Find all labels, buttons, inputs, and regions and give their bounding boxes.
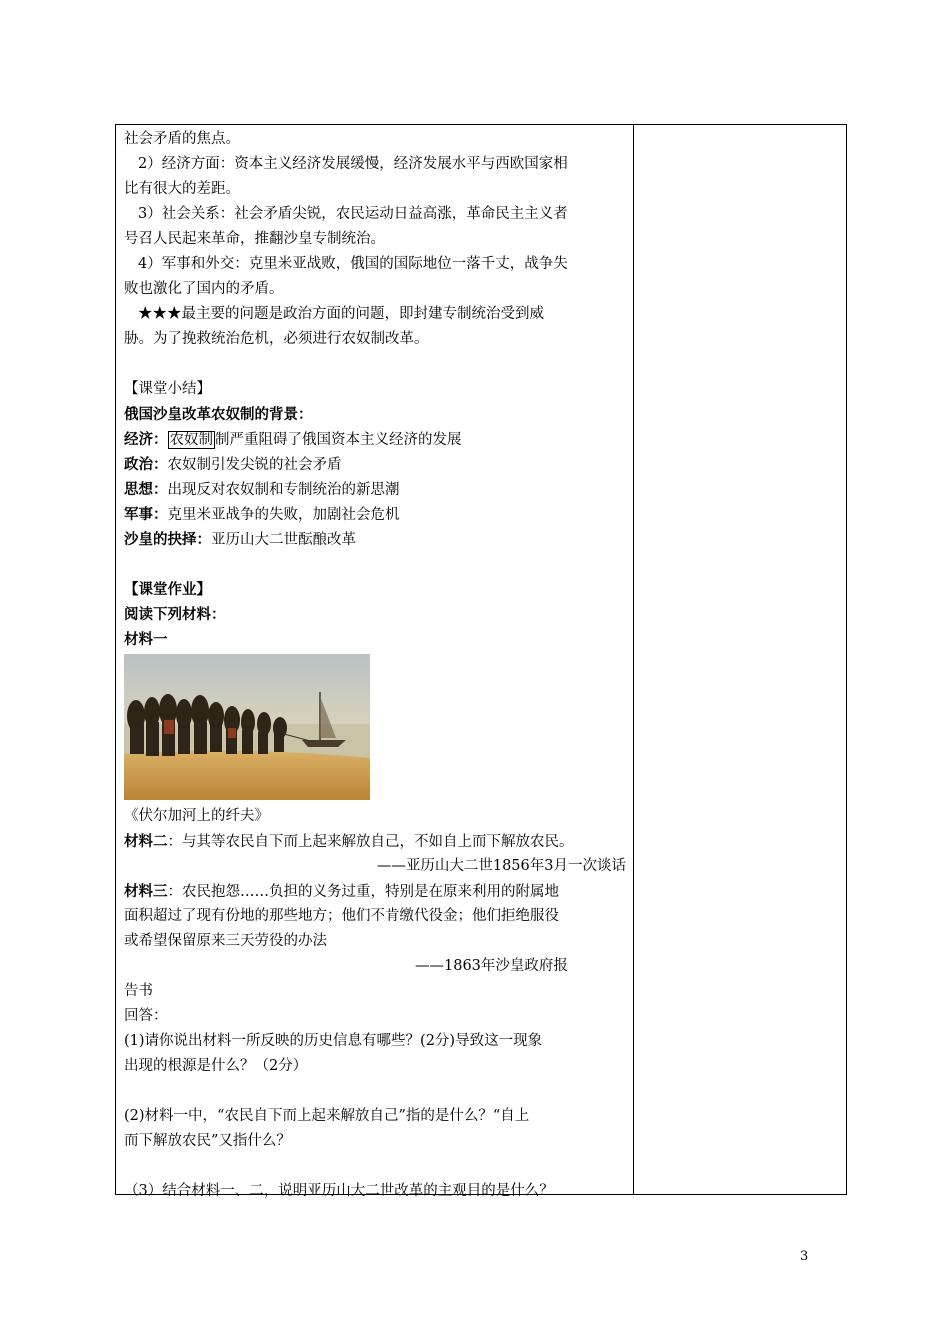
text-line: 3）社会关系：社会矛盾尖锐，农民运动日益高涨，革命民主主义者 — [138, 206, 568, 222]
summary-title: 俄国沙皇改革农奴制的背景： — [124, 406, 313, 423]
material-two-attribution: ——亚历山大二世1856年3月一次谈话 — [376, 858, 626, 874]
page-number: 3 — [800, 1249, 809, 1264]
summary-text: 农奴制引发尖锐的社会矛盾 — [167, 457, 342, 473]
answer-label: 回答： — [124, 1008, 168, 1024]
barge-haulers-painting — [124, 654, 370, 800]
summary-label: 政治： — [124, 456, 168, 473]
material-two — [124, 829, 626, 854]
text-line: 告书 — [124, 983, 153, 999]
text-line: 败也激化了国内的矛盾。 — [124, 281, 284, 297]
question-two: (2)材料一中，“农民自下而上起来解放自己”指的是什么？“自上 — [124, 1108, 530, 1124]
text-line: 胁。为了挽救统治危机，必须进行农奴制改革。 — [124, 331, 429, 347]
summary-item-military — [124, 502, 626, 527]
lesson-content-cell — [124, 127, 626, 1204]
summary-text: 出现反对农奴制和专制统治的新思潮 — [167, 482, 400, 498]
read-instruction: 阅读下列材料： — [124, 606, 226, 623]
material-text: ：与其等农民自下而上起来解放自己，不如自上而下解放农民。 — [167, 834, 574, 850]
text-line: 2）经济方面：资本主义经济发展缓慢，经济发展水平与西欧国家相 — [138, 156, 568, 172]
question-two-cont: 而下解放农民”又指什么？ — [124, 1133, 291, 1149]
lesson-table — [115, 124, 847, 1199]
summary-text: 克里米亚战争的失败，加剧社会危机 — [167, 507, 400, 523]
column-divider — [633, 125, 634, 1194]
text-line: 或希望保留原来三天劳役的办法 — [124, 933, 327, 949]
summary-label: 思想： — [124, 481, 168, 498]
summary-item-tsar-choice — [124, 527, 626, 552]
material-one-label: 材料一 — [124, 631, 168, 648]
text-line: 比有很大的差距。 — [124, 181, 240, 197]
summary-text: 制严重阻碍了俄国资本主义经济的发展 — [215, 432, 462, 448]
text-line: 号召人民起来革命，推翻沙皇专制统治。 — [124, 231, 385, 247]
question-three: （3）结合材料一、二，说明亚历山大二世改革的主观目的是什么？ — [124, 1183, 554, 1199]
material-label: 材料三 — [124, 883, 168, 900]
question-one-cont: 出现的根源是什么？（2分） — [124, 1058, 308, 1074]
material-label: 材料二 — [124, 833, 168, 850]
summary-item-economy — [124, 427, 626, 452]
painting-caption: 《伏尔加河上的纤夫》 — [124, 808, 269, 824]
summary-text: 亚历山大二世酝酿改革 — [211, 532, 356, 548]
material-three-attribution: ——1863年沙皇政府报 — [415, 958, 568, 974]
homework-heading: 【课堂作业】 — [124, 581, 211, 598]
boxed-term: 农奴制 — [169, 432, 213, 448]
summary-item-thought — [124, 477, 626, 502]
material-text: ：农民抱怨……负担的义务过重，特别是在原来利用的附属地 — [167, 884, 559, 900]
summary-label: 军事： — [124, 506, 168, 523]
material-three — [124, 879, 626, 904]
question-one: (1)请你说出材料一所反映的历史信息有哪些？(2分)导致这一现象 — [124, 1033, 543, 1049]
summary-heading: 【课堂小结】 — [124, 381, 211, 397]
text-line: 4）军事和外交：克里米亚战败，俄国的国际地位一落千丈，战争失 — [138, 256, 568, 272]
text-line: ★★★最主要的问题是政治方面的问题，即封建专制统治受到威 — [138, 306, 544, 322]
summary-label: 经济： — [124, 431, 168, 448]
summary-item-politics — [124, 452, 626, 477]
text-line: 面积超过了现有份地的那些地方；他们不肯缴代役金；他们拒绝服役 — [124, 908, 559, 924]
summary-label: 沙皇的抉择： — [124, 531, 211, 548]
text-line: 社会矛盾的焦点。 — [124, 131, 240, 147]
